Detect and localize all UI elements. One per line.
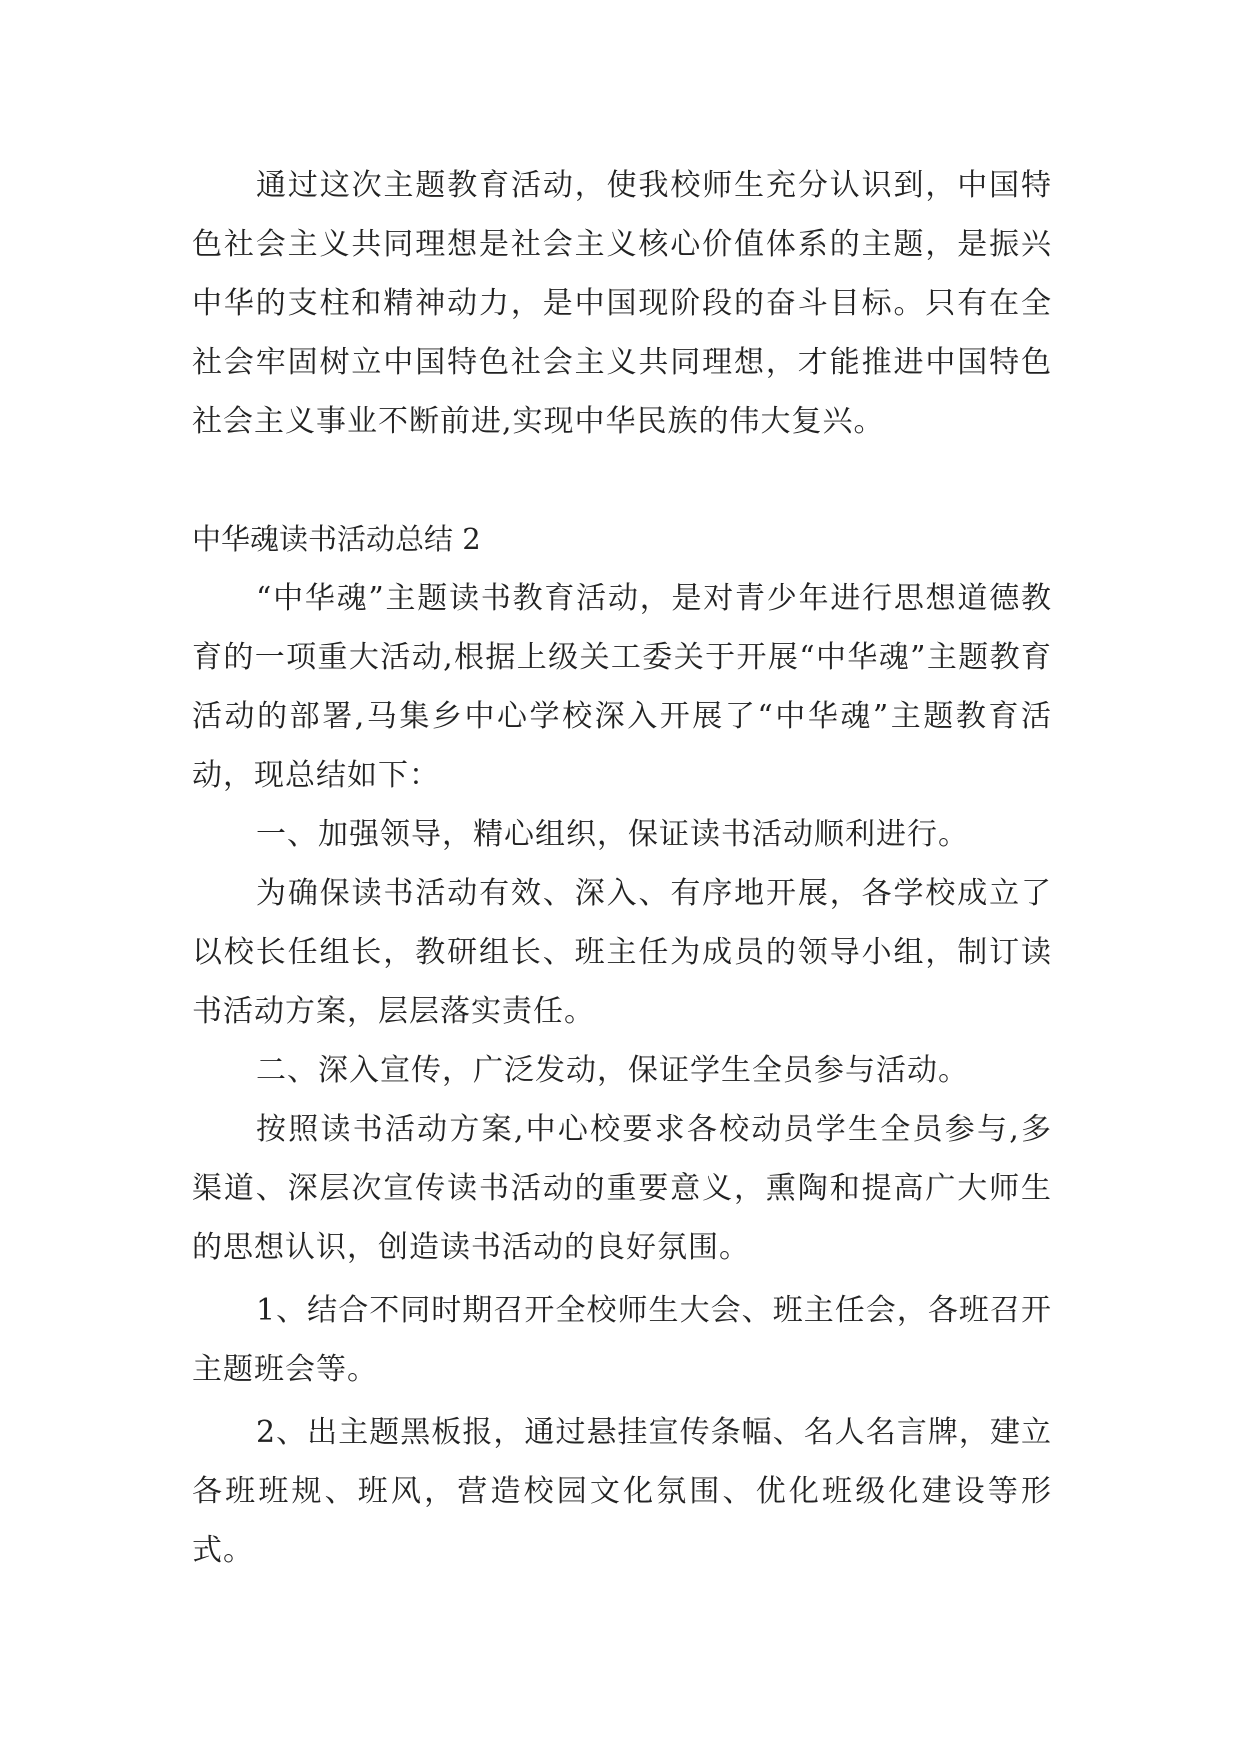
section-spacer — [192, 451, 1052, 510]
list-item: 2、出主题黑板报，通过悬挂宣传条幅、名人名言牌，建立各班班规、班风，营造校园文化氛围、优化班级化建设等形式。 — [192, 1415, 1052, 1568]
document-body — [192, 156, 1052, 1580]
section-heading-publicity: 二、深入宣传，广泛发动，保证学生全员参与活动。 — [256, 1053, 969, 1088]
list-item: 1、结合不同时期召开全校师生大会、班主任会，各班召开主题班会等。 — [192, 1293, 1052, 1387]
body-paragraph: “中华魂”主题读书教育活动，是对青少年进行思想道德教育的一项重大活动,根据上级关工委关于开展“中华魂”主题教育活动的部署,马集乡中心学校深入开展了“中华魂”主题教育活动，现总结如下： — [192, 581, 1052, 793]
section-title: 中华魂读书活动总结 2 — [192, 522, 481, 556]
body-paragraph: 按照读书活动方案,中心校要求各校动员学生全员参与,多渠道、深层次宣传读书活动的重要意义，熏陶和提高广大师生的思想认识，创造读书活动的良好氛围。 — [192, 1112, 1052, 1265]
intro-paragraph: 通过这次主题教育活动，使我校师生充分认识到，中国特色社会主义共同理想是社会主义核心价值体系的主题，是振兴中华的支柱和精神动力，是中国现阶段的奋斗目标。只有在全社会牢固树立中国特色社会主义共同理想，才能推进中国特色社会主义事业不断前进,实现中华民族的伟大复兴。 — [192, 168, 1052, 439]
section-heading-leadership: 一、加强领导，精心组织，保证读书活动顺利进行。 — [256, 817, 969, 852]
body-paragraph: 为确保读书活动有效、深入、有序地开展，各学校成立了以校长任组长，教研组长、班主任为成员的领导小组，制订读书活动方案，层层落实责任。 — [192, 876, 1052, 1029]
